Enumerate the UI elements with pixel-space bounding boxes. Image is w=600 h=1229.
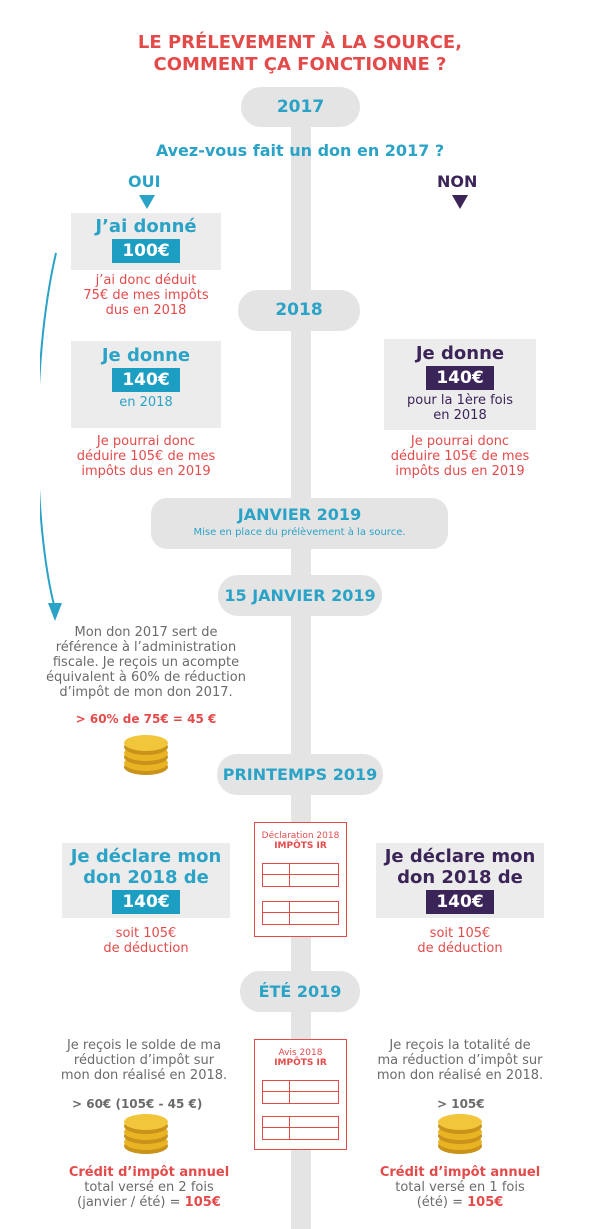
coins-icon <box>121 733 171 777</box>
pill-2017: 2017 <box>241 87 360 127</box>
amount-chip: 140€ <box>426 366 493 390</box>
pill-2018: 2018 <box>238 290 360 331</box>
note-declare-right: soit 105€ de déduction <box>417 926 503 956</box>
calc-janvier: > 60% de 75€ = 45 € <box>75 712 217 726</box>
box-donne-2018-left: Je donne 140€ en 2018 <box>71 341 221 428</box>
amount-chip: 100€ <box>112 239 179 263</box>
calc-ete-left: > 60€ (105€ - 45 €) <box>72 1097 203 1111</box>
box-declare-right: Je déclare mon don 2018 de 140€ <box>376 843 544 918</box>
calc-ete-right: > 105€ <box>437 1097 485 1111</box>
paragraph-ete-right: Je reçois la totalité de ma réduction d’impôt sur mon don réalisé en 2018. <box>376 1038 544 1083</box>
amount-chip: 140€ <box>112 890 179 914</box>
non-arrow-icon <box>452 195 468 209</box>
coins-icon <box>435 1112 485 1156</box>
box-donne-2018-right: Je donne 140€ pour la 1ère fois en 2018 <box>384 339 536 430</box>
note-declare-left: soit 105€ de déduction <box>103 926 189 956</box>
pill-15-janvier-2019: 15 JANVIER 2019 <box>218 575 382 616</box>
coins-icon <box>121 1112 171 1156</box>
avis-form-icon: Avis 2018 IMPÔTS IR <box>254 1039 347 1150</box>
pill-janvier-2019: JANVIER 2019 Mise en place du prélèvement à la source. <box>151 498 448 549</box>
credit-right: Crédit d’impôt annuel total versé en 1 fois (été) = 105€ <box>379 1165 541 1210</box>
box-declare-left: Je déclare mon don 2018 de 140€ <box>62 843 230 918</box>
note-2018-right: Je pourrai donc déduire 105€ de mes impôts dus en 2019 <box>390 434 530 479</box>
question-text: Avez-vous fait un don en 2017 ? <box>155 141 445 160</box>
amount-chip: 140€ <box>112 368 179 392</box>
pill-ete-2019: ÉTÉ 2019 <box>240 971 360 1012</box>
box-donne-2017: J’ai donné 100€ <box>71 213 221 270</box>
oui-label: OUI <box>128 172 161 191</box>
oui-arrow-icon <box>139 195 155 209</box>
note-2017: j’ai donc déduit 75€ de mes impôts dus en 2018 <box>83 273 209 318</box>
amount-chip: 140€ <box>426 890 493 914</box>
non-label: NON <box>437 172 478 191</box>
declaration-form-icon: Déclaration 2018 IMPÔTS IR <box>254 822 347 937</box>
page-title: LE PRÉLEVEMENT À LA SOURCE, COMMENT ÇA FONCTIONNE ? <box>137 32 463 75</box>
pill-printemps-2019: PRINTEMPS 2019 <box>217 754 383 795</box>
paragraph-ete-left: Je reçois le solde de ma réduction d’impôt sur mon don réalisé en 2018. <box>60 1038 228 1083</box>
note-2018-left: Je pourrai donc déduire 105€ de mes impôts dus en 2019 <box>76 434 216 479</box>
credit-left: Crédit d’impôt annuel total versé en 2 fois (janvier / été) = 105€ <box>68 1165 230 1210</box>
paragraph-janvier: Mon don 2017 sert de référence à l’administration fiscale. Je reçois un acompte équivalent à 60% de réduction d’impôt de mon don 2017. <box>46 625 246 700</box>
